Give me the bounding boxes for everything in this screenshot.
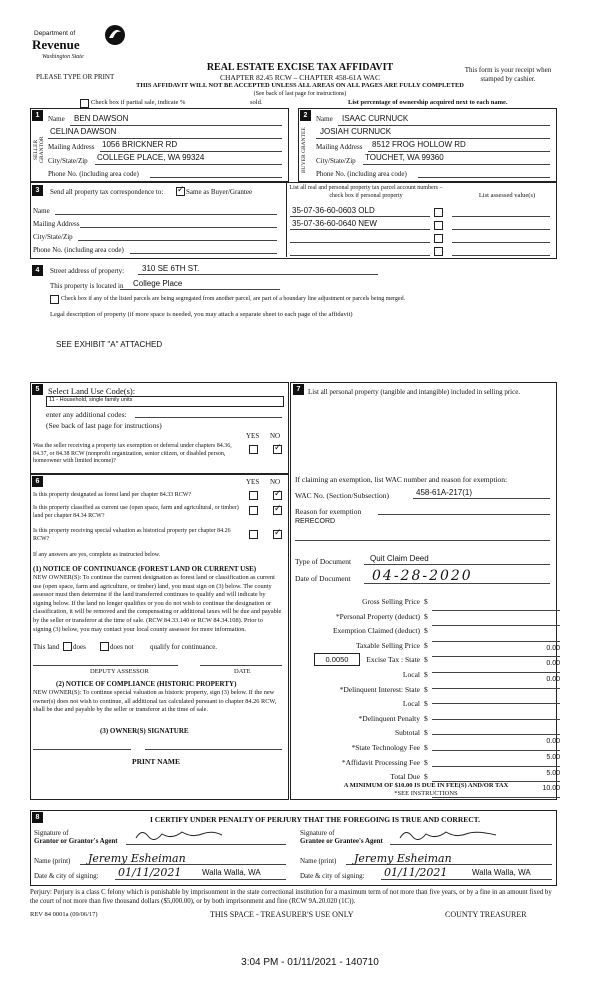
back-note: (See back of last page for instructions) xyxy=(253,91,347,97)
assessed-header: List assessed value(s) xyxy=(478,192,536,199)
taxable-price-value[interactable]: 0.00 xyxy=(432,642,560,658)
treasurer-space: THIS SPACE - TREASURER'S USE ONLY xyxy=(210,910,354,919)
tech-fee-value[interactable]: 5.00 xyxy=(432,751,560,767)
seller-name-1[interactable]: BEN DAWSON xyxy=(74,114,129,123)
section-2-number: 2 xyxy=(300,110,311,121)
grantor-name-label: Name (print) xyxy=(34,857,71,865)
located-label: This property is located in xyxy=(50,282,124,290)
parcel-2-personal-checkbox[interactable] xyxy=(434,221,443,230)
form-warning: THIS AFFIDAVIT WILL NOT BE ACCEPTED UNLESS ALL AREAS ON ALL PAGES ARE FULLY COMPLETED xyxy=(136,82,464,89)
historic-no-checkbox[interactable] xyxy=(273,530,282,539)
buyer-phone-label: Phone No. (including area code) xyxy=(316,170,407,178)
currency-sign: $ xyxy=(424,626,428,636)
current-use-yes-checkbox[interactable] xyxy=(249,506,258,515)
tax-labels xyxy=(300,595,420,785)
notice1-body: NEW OWNER(S): To continue the current designation as forest land or classification as current use (open space, farm and agriculture, or timber) land, you must sign on (3) below. The county assessor must then determine if the land transferred continues to qualify and will indicate by signing below. If the land no longer qualifies or you do not wish to continue the designation or classification, it will be removed and the compensating or additional taxes will be due and payable by the seller or transferor at the time of sale. (RCW 84.33.140 or RCW 84.34.108). Prior to signing (3) below, you may contact your local county assessor for more information. xyxy=(33,574,282,633)
delinquent-interest-state-label: *Delinquent Interest: State xyxy=(339,684,420,694)
gross-price-value[interactable] xyxy=(432,595,560,611)
land-use-code[interactable]: 11 - Household, single family units xyxy=(49,397,133,403)
s3-city-label: City/State/Zip xyxy=(33,233,73,241)
parcel-header: List all real and personal property tax parcel account numbers – check box if personal property xyxy=(289,185,443,199)
grantor-signature-icon[interactable] xyxy=(132,826,242,844)
s5-no-checkbox[interactable] xyxy=(273,445,282,454)
parcel-3-personal-checkbox[interactable] xyxy=(434,234,443,243)
taxable-price-label: Taxable Selling Price xyxy=(355,640,420,650)
partial-sale-sold: sold. xyxy=(250,99,263,106)
grantee-sig-label2: Grantee or Grantee's Agent xyxy=(300,837,383,845)
historic-yes-checkbox[interactable] xyxy=(249,530,258,539)
delinquent-interest-local-value[interactable] xyxy=(432,704,560,720)
form-title: REAL ESTATE EXCISE TAX AFFIDAVIT xyxy=(206,62,394,73)
grantor-date-label: Date & city of signing: xyxy=(34,872,99,880)
revenue-logo-icon xyxy=(104,24,126,46)
recording-stamp: 3:04 PM - 01/11/2021 - 140710 xyxy=(241,957,379,968)
currency-sign: $ xyxy=(424,655,428,665)
buyer-side-label: BUYER GRANTEE xyxy=(301,127,307,173)
personal-property-label: List all personal property (tangible and intangible) included in selling price. xyxy=(308,388,521,396)
grantee-sig-label1: Signature of xyxy=(300,829,335,837)
parcel-4-personal-checkbox[interactable] xyxy=(434,247,443,256)
grantee-name-print[interactable]: Jeremy Esheiman xyxy=(354,852,452,865)
forest-no-checkbox[interactable] xyxy=(273,491,282,500)
exemption-claimed-label: Exemption Claimed (deduct) xyxy=(332,626,420,636)
forest-question: Is this property designated as forest land per chapter 84.33 RCW? xyxy=(33,492,192,498)
receipt-note: This form is your receipt when stamped by cashier. xyxy=(464,66,552,83)
grantee-date-label: Date & city of signing: xyxy=(300,872,365,880)
seller-name-label: Name xyxy=(48,115,65,123)
ownership-note: List percentage of ownership acquired next to each name. xyxy=(348,99,508,106)
excise-local-value[interactable]: 0.00 xyxy=(432,673,560,689)
buyer-name-2[interactable]: JOSIAH CURNUCK xyxy=(320,127,392,136)
forest-yes-checkbox[interactable] xyxy=(249,491,258,500)
currency-sign: $ xyxy=(424,699,428,709)
currency-sign: $ xyxy=(424,640,428,650)
wac-number[interactable]: 458-61A-217(1) xyxy=(416,488,473,497)
minimum-due: A MINIMUM OF $10.00 IS DUE IN FEE(S) AND/OR TAX xyxy=(343,782,509,789)
local-rate[interactable]: 0.0050 xyxy=(314,653,360,666)
section-1-number: 1 xyxy=(32,110,43,121)
grantor-date[interactable]: 01/11/2021 xyxy=(118,866,182,879)
dept-line1: Department of xyxy=(34,30,76,37)
print-note: PLEASE TYPE OR PRINT xyxy=(36,73,115,81)
total-due-value[interactable]: 10.00 xyxy=(432,782,560,798)
grantee-signature-icon[interactable] xyxy=(396,826,516,844)
form-number: REV 84 0001a (09/06/17) xyxy=(30,911,98,918)
deputy-assessor-label: DEPUTY ASSESSOR xyxy=(90,668,149,675)
currency-sign: $ xyxy=(424,684,428,694)
deputy-date-label: DATE xyxy=(234,668,251,675)
dept-line2: Revenue xyxy=(32,37,80,52)
buyer-name-label: Name xyxy=(316,115,333,123)
currency-sign: $ xyxy=(424,669,428,679)
current-use-question: Is this property classified as current use (open space, farm and agricultural, or timber) land per chapter 84.34 RCW? xyxy=(33,505,239,519)
delinquent-penalty-label: *Delinquent Penalty xyxy=(358,713,420,723)
exemption-claimed-value[interactable] xyxy=(432,626,560,642)
same-as-buyer-checkbox[interactable] xyxy=(176,187,185,196)
personal-property-deduct-label: *Personal Property (deduct) xyxy=(335,611,420,621)
excise-state-label: Excise Tax : State xyxy=(366,655,420,665)
gross-price-label: Gross Selling Price xyxy=(362,597,420,606)
section-4-number: 4 xyxy=(32,265,43,276)
buyer-mail-label: Mailing Address xyxy=(316,143,363,151)
s3-mail-label: Mailing Address xyxy=(33,220,80,228)
s5-back-note: (See back of last page for instructions) xyxy=(46,421,162,430)
tech-fee-label: *State Technology Fee xyxy=(351,742,420,752)
send-correspondence-label: Send all property tax correspondence to: xyxy=(50,188,164,196)
seller-city-label: City/State/Zip xyxy=(48,157,88,165)
s5-yes-checkbox[interactable] xyxy=(249,445,258,454)
seller-side-label: SELLER GRANTOR xyxy=(33,136,45,164)
section-3-number: 3 xyxy=(32,185,43,196)
currency-sign: $ xyxy=(424,611,428,621)
street-address[interactable]: 310 SE 6TH ST. xyxy=(142,264,200,273)
does-label: does xyxy=(73,643,86,651)
excise-state-value[interactable]: 0.00 xyxy=(432,657,560,673)
does-not-checkbox[interactable] xyxy=(100,642,109,651)
buyer-mail[interactable]: 8512 FROG HOLLOW RD xyxy=(372,140,466,149)
historic-question: Is this property receiving special valuation as historical property per chapter 84.26 RCW? xyxy=(33,528,231,542)
grantee-city[interactable]: Walla Walla, WA xyxy=(472,868,531,877)
grantor-name-print[interactable]: Jeremy Esheiman xyxy=(88,852,186,865)
currency-sign: $ xyxy=(424,742,428,752)
segregation-checkbox[interactable] xyxy=(50,295,59,304)
parcel-1-personal-checkbox[interactable] xyxy=(434,208,443,217)
legal-description[interactable]: SEE EXHIBIT "A" ATTACHED xyxy=(56,340,163,349)
this-land-label: This land xyxy=(33,643,60,651)
notice2-body: NEW OWNER(S): To continue special valuation as historic property, sign (3) below. If the new owner(s) does not wish to continue, all additional tax calculated pursuant to chapter 84.26 RCW, shall be due and payable by the seller or transferor at the time of sale. xyxy=(33,689,277,713)
s6-no: NO xyxy=(270,478,281,486)
total-due-label: Total Due xyxy=(390,772,420,782)
segregation-label: Check box if any of the listed parcels are being segregated from another parcel, are part of a boundary line adjustment or parcels being merged. xyxy=(61,296,406,302)
seller-name-2[interactable]: CELINA DAWSON xyxy=(50,127,117,136)
seller-mail[interactable]: 1056 BRICKNER RD xyxy=(102,140,178,149)
exemption-claim-label: If claiming an exemption, list WAC number and reason for exemption: xyxy=(295,475,508,484)
s3-phone-label: Phone No. (including area code) xyxy=(33,246,124,254)
does-not-label: does not xyxy=(110,643,134,651)
certify-text: I CERTIFY UNDER PENALTY OF PERJURY THAT THE FOREGOING IS TRUE AND CORRECT. xyxy=(149,815,480,824)
parcel-2[interactable]: 35-07-36-60-0640 NEW xyxy=(292,219,377,228)
grantor-sig-label2: Grantor or Grantor's Agent xyxy=(34,837,118,845)
seller-city[interactable]: COLLEGE PLACE, WA 99324 xyxy=(97,153,205,162)
land-use-label: Select Land Use Code(s): xyxy=(48,386,136,396)
section-6-number: 6 xyxy=(32,476,43,487)
exemption-reason[interactable]: RERECORD xyxy=(295,518,336,525)
currency-sign: $ xyxy=(424,597,428,606)
partial-sale-checkbox[interactable] xyxy=(80,99,89,108)
owner-signature-label: (3) OWNER(S) SIGNATURE xyxy=(100,727,189,735)
legal-label: Legal description of property (if more space is needed, you may attach a separate sheet to each page of the affidavit) xyxy=(50,311,353,318)
exemption-question: Was the seller receiving a property tax exemption or deferral under chapters 84.36, 84.37, or 84.38 RCW (nonprofit organization, senior citizen, or disabled person, homeowner with limited income)? xyxy=(33,443,232,464)
doc-type[interactable]: Quit Claim Deed xyxy=(370,554,429,563)
currency-sign: $ xyxy=(424,728,428,738)
currency-sign: $ xyxy=(424,713,428,723)
notice2-title: (2) NOTICE OF COMPLIANCE (HISTORIC PROPERTY) xyxy=(56,680,237,688)
located-in[interactable]: College Place xyxy=(133,279,183,288)
grantor-sig-label1: Signature of xyxy=(34,829,69,837)
partial-sale-label: Check box if partial sale, indicate % xyxy=(91,99,186,106)
doc-date-label: Date of Document xyxy=(295,574,351,583)
section-7-number: 7 xyxy=(293,384,304,395)
grantee-date[interactable]: 01/11/2021 xyxy=(384,866,448,879)
notice1-title: (1) NOTICE OF CONTINUANCE (FOREST LAND OR CURRENT USE) xyxy=(33,565,257,573)
street-label: Street address of property: xyxy=(50,267,125,275)
s5-no: NO xyxy=(270,432,281,440)
currency-sign: $ xyxy=(424,757,428,767)
buyer-city[interactable]: TOUCHET, WA 99360 xyxy=(365,153,444,162)
county-treasurer: COUNTY TREASURER xyxy=(445,910,527,919)
wac-label: WAC No. (Section/Subsection) xyxy=(295,491,389,500)
perjury-notice: Perjury: Perjury is a class C felony which is punishable by imprisonment in the state correctional institution for a maximum term of not more than five years, or by a fine in an amount fixed by the court of not more than five thousand dollars ($5,000.00), or by both imprisonment and fine (RCW 9A.20.020 (1C)). xyxy=(30,889,552,905)
parcel-1[interactable]: 35-07-36-60-0603 OLD xyxy=(292,206,375,215)
additional-codes-label: enter any additional codes: xyxy=(46,410,127,419)
subtotal-label: Subtotal xyxy=(394,728,420,738)
qualify-label: qualify for continuance. xyxy=(150,643,218,651)
seller-mail-label: Mailing Address xyxy=(48,143,95,151)
s6-yes: YES xyxy=(246,478,260,486)
excise-local-label: Local xyxy=(402,669,420,679)
section-8-number: 8 xyxy=(32,812,43,823)
delinquent-penalty-value[interactable] xyxy=(432,720,560,736)
personal-property-value[interactable] xyxy=(432,611,560,627)
instructions: If any answers are yes, complete as instructed below. xyxy=(33,552,161,558)
does-checkbox[interactable] xyxy=(63,642,72,651)
s5-yes: YES xyxy=(246,432,260,440)
delinquent-interest-state-value[interactable] xyxy=(432,689,560,705)
section-5-number: 5 xyxy=(32,384,43,395)
form-subtitle: CHAPTER 82.45 RCW – CHAPTER 458-61A WAC xyxy=(220,73,380,82)
dept-line3: Washington State xyxy=(42,54,84,60)
tax-values xyxy=(432,595,560,798)
s3-name-label: Name xyxy=(33,207,50,215)
seller-phone-label: Phone No. (including area code) xyxy=(48,170,139,178)
grantor-city[interactable]: Walla Walla, WA xyxy=(202,868,261,877)
section-6 xyxy=(30,474,289,800)
print-name-label: PRINT NAME xyxy=(132,757,180,766)
buyer-city-label: City/State/Zip xyxy=(316,157,356,165)
current-use-no-checkbox[interactable] xyxy=(273,506,282,515)
processing-fee-label: *Affidavit Processing Fee xyxy=(341,757,420,767)
subtotal-value[interactable]: 0.00 xyxy=(432,735,560,751)
delinquent-interest-local-label: Local xyxy=(402,699,420,709)
buyer-name-1[interactable]: ISAAC CURNUCK xyxy=(342,114,409,123)
dor-logo xyxy=(34,24,126,68)
grantee-name-label: Name (print) xyxy=(300,857,337,865)
same-as-buyer-label: Same as Buyer/Grantee xyxy=(186,188,253,196)
reason-label: Reason for exemption xyxy=(295,507,362,516)
currency-sign: $ xyxy=(424,772,428,782)
doc-type-label: Type of Document xyxy=(295,557,352,566)
see-instructions: *SEE INSTRUCTIONS xyxy=(394,790,458,797)
doc-date[interactable]: 04-28-2020 xyxy=(372,568,473,584)
processing-fee-value[interactable]: 5.00 xyxy=(432,767,560,783)
